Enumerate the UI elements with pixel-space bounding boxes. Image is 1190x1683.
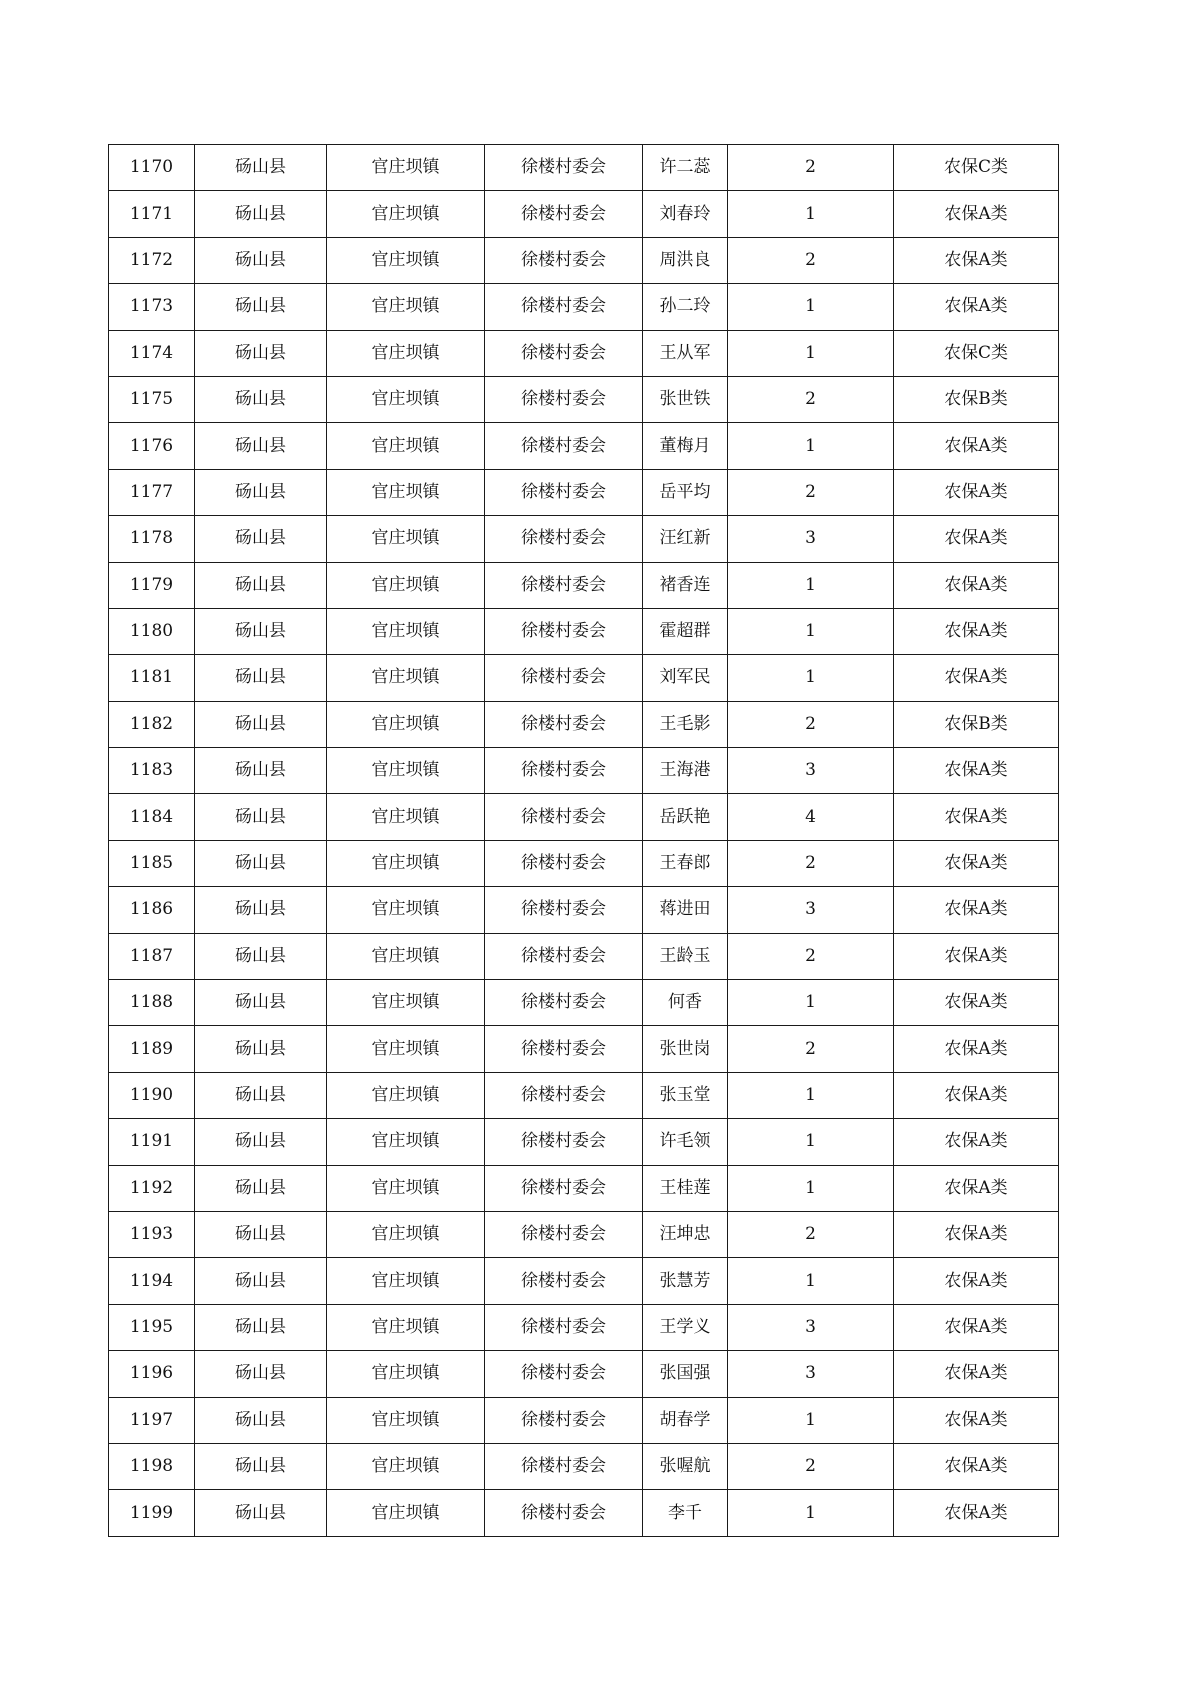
county-cell: 砀山县 <box>195 1119 327 1165</box>
town-cell: 官庄坝镇 <box>327 1072 485 1118</box>
name-cell: 汪坤忠 <box>643 1211 728 1257</box>
category-cell: 农保A类 <box>894 933 1059 979</box>
household-count-cell: 1 <box>728 423 894 469</box>
name-cell: 孙二玲 <box>643 284 728 330</box>
table-row <box>109 376 1059 422</box>
town-cell: 官庄坝镇 <box>327 1211 485 1257</box>
village-committee-cell: 徐楼村委会 <box>485 1072 643 1118</box>
name-cell: 董梅月 <box>643 423 728 469</box>
row-number-cell: 1177 <box>109 469 195 515</box>
village-committee-cell: 徐楼村委会 <box>485 1397 643 1443</box>
household-count-cell: 1 <box>728 1072 894 1118</box>
category-cell: 农保A类 <box>894 516 1059 562</box>
category-cell: 农保B类 <box>894 376 1059 422</box>
row-number-cell: 1197 <box>109 1397 195 1443</box>
household-count-cell: 1 <box>728 980 894 1026</box>
row-number-cell: 1187 <box>109 933 195 979</box>
row-number-cell: 1184 <box>109 794 195 840</box>
household-count-cell: 2 <box>728 145 894 191</box>
village-committee-cell: 徐楼村委会 <box>485 887 643 933</box>
category-cell: 农保B类 <box>894 701 1059 747</box>
row-number-cell: 1178 <box>109 516 195 562</box>
county-cell: 砀山县 <box>195 1397 327 1443</box>
village-committee-cell: 徐楼村委会 <box>485 933 643 979</box>
village-committee-cell: 徐楼村委会 <box>485 469 643 515</box>
category-cell: 农保A类 <box>894 1351 1059 1397</box>
name-cell: 张世铁 <box>643 376 728 422</box>
table-row <box>109 1443 1059 1489</box>
table-row <box>109 933 1059 979</box>
category-cell: 农保A类 <box>894 1443 1059 1489</box>
town-cell: 官庄坝镇 <box>327 516 485 562</box>
category-cell: 农保A类 <box>894 1119 1059 1165</box>
row-number-cell: 1170 <box>109 145 195 191</box>
row-number-cell: 1183 <box>109 748 195 794</box>
row-number-cell: 1181 <box>109 655 195 701</box>
household-count-cell: 2 <box>728 1211 894 1257</box>
village-committee-cell: 徐楼村委会 <box>485 1490 643 1536</box>
village-committee-cell: 徐楼村委会 <box>485 237 643 283</box>
household-count-cell: 1 <box>728 191 894 237</box>
town-cell: 官庄坝镇 <box>327 423 485 469</box>
household-count-cell: 1 <box>728 608 894 654</box>
village-committee-cell: 徐楼村委会 <box>485 794 643 840</box>
county-cell: 砀山县 <box>195 608 327 654</box>
row-number-cell: 1188 <box>109 980 195 1026</box>
name-cell: 许毛领 <box>643 1119 728 1165</box>
town-cell: 官庄坝镇 <box>327 1304 485 1350</box>
county-cell: 砀山县 <box>195 933 327 979</box>
name-cell: 王学义 <box>643 1304 728 1350</box>
category-cell: 农保A类 <box>894 562 1059 608</box>
village-committee-cell: 徐楼村委会 <box>485 1026 643 1072</box>
row-number-cell: 1175 <box>109 376 195 422</box>
county-cell: 砀山县 <box>195 1443 327 1489</box>
town-cell: 官庄坝镇 <box>327 1397 485 1443</box>
row-number-cell: 1174 <box>109 330 195 376</box>
village-committee-cell: 徐楼村委会 <box>485 1443 643 1489</box>
household-count-cell: 1 <box>728 1490 894 1536</box>
name-cell: 王桂莲 <box>643 1165 728 1211</box>
table-row <box>109 1258 1059 1304</box>
row-number-cell: 1198 <box>109 1443 195 1489</box>
category-cell: 农保A类 <box>894 1397 1059 1443</box>
table-row <box>109 237 1059 283</box>
town-cell: 官庄坝镇 <box>327 330 485 376</box>
town-cell: 官庄坝镇 <box>327 655 485 701</box>
row-number-cell: 1191 <box>109 1119 195 1165</box>
category-cell: 农保A类 <box>894 655 1059 701</box>
row-number-cell: 1194 <box>109 1258 195 1304</box>
name-cell: 张慧芳 <box>643 1258 728 1304</box>
household-count-cell: 2 <box>728 840 894 886</box>
household-count-cell: 1 <box>728 1397 894 1443</box>
village-committee-cell: 徐楼村委会 <box>485 840 643 886</box>
household-count-cell: 2 <box>728 933 894 979</box>
name-cell: 何香 <box>643 980 728 1026</box>
table-row <box>109 1304 1059 1350</box>
town-cell: 官庄坝镇 <box>327 1119 485 1165</box>
household-count-cell: 1 <box>728 284 894 330</box>
category-cell: 农保A类 <box>894 840 1059 886</box>
table-row <box>109 748 1059 794</box>
household-count-cell: 3 <box>728 516 894 562</box>
category-cell: 农保A类 <box>894 284 1059 330</box>
category-cell: 农保A类 <box>894 1072 1059 1118</box>
name-cell: 王毛影 <box>643 701 728 747</box>
name-cell: 汪红新 <box>643 516 728 562</box>
county-cell: 砀山县 <box>195 423 327 469</box>
table-row <box>109 980 1059 1026</box>
village-committee-cell: 徐楼村委会 <box>485 1165 643 1211</box>
category-cell: 农保A类 <box>894 237 1059 283</box>
county-cell: 砀山县 <box>195 516 327 562</box>
village-committee-cell: 徐楼村委会 <box>485 330 643 376</box>
table-row <box>109 655 1059 701</box>
town-cell: 官庄坝镇 <box>327 608 485 654</box>
town-cell: 官庄坝镇 <box>327 145 485 191</box>
name-cell: 周洪良 <box>643 237 728 283</box>
town-cell: 官庄坝镇 <box>327 562 485 608</box>
village-committee-cell: 徐楼村委会 <box>485 1211 643 1257</box>
county-cell: 砀山县 <box>195 1211 327 1257</box>
table-row <box>109 562 1059 608</box>
category-cell: 农保A类 <box>894 748 1059 794</box>
county-cell: 砀山县 <box>195 562 327 608</box>
village-committee-cell: 徐楼村委会 <box>485 284 643 330</box>
row-number-cell: 1185 <box>109 840 195 886</box>
name-cell: 张国强 <box>643 1351 728 1397</box>
row-number-cell: 1171 <box>109 191 195 237</box>
category-cell: 农保A类 <box>894 794 1059 840</box>
table-row <box>109 1351 1059 1397</box>
county-cell: 砀山县 <box>195 794 327 840</box>
county-cell: 砀山县 <box>195 469 327 515</box>
category-cell: 农保A类 <box>894 1258 1059 1304</box>
town-cell: 官庄坝镇 <box>327 237 485 283</box>
county-cell: 砀山县 <box>195 1490 327 1536</box>
county-cell: 砀山县 <box>195 1165 327 1211</box>
name-cell: 王龄玉 <box>643 933 728 979</box>
row-number-cell: 1192 <box>109 1165 195 1211</box>
household-count-cell: 3 <box>728 887 894 933</box>
category-cell: 农保A类 <box>894 191 1059 237</box>
household-count-cell: 1 <box>728 655 894 701</box>
village-committee-cell: 徐楼村委会 <box>485 562 643 608</box>
category-cell: 农保A类 <box>894 1165 1059 1211</box>
table-row <box>109 284 1059 330</box>
row-number-cell: 1199 <box>109 1490 195 1536</box>
town-cell: 官庄坝镇 <box>327 469 485 515</box>
county-cell: 砀山县 <box>195 376 327 422</box>
table-row <box>109 469 1059 515</box>
county-cell: 砀山县 <box>195 1072 327 1118</box>
county-cell: 砀山县 <box>195 840 327 886</box>
table-row <box>109 608 1059 654</box>
village-committee-cell: 徐楼村委会 <box>485 516 643 562</box>
table-row <box>109 330 1059 376</box>
category-cell: 农保C类 <box>894 330 1059 376</box>
household-count-cell: 3 <box>728 1351 894 1397</box>
village-committee-cell: 徐楼村委会 <box>485 145 643 191</box>
household-count-cell: 4 <box>728 794 894 840</box>
village-committee-cell: 徐楼村委会 <box>485 1258 643 1304</box>
household-count-cell: 1 <box>728 330 894 376</box>
table-row <box>109 191 1059 237</box>
name-cell: 王从军 <box>643 330 728 376</box>
household-count-cell: 3 <box>728 748 894 794</box>
category-cell: 农保A类 <box>894 469 1059 515</box>
row-number-cell: 1173 <box>109 284 195 330</box>
town-cell: 官庄坝镇 <box>327 1443 485 1489</box>
category-cell: 农保A类 <box>894 1490 1059 1536</box>
row-number-cell: 1182 <box>109 701 195 747</box>
county-cell: 砀山县 <box>195 655 327 701</box>
village-committee-cell: 徐楼村委会 <box>485 423 643 469</box>
county-cell: 砀山县 <box>195 145 327 191</box>
roster-table <box>108 144 1059 1537</box>
name-cell: 褚香连 <box>643 562 728 608</box>
row-number-cell: 1179 <box>109 562 195 608</box>
row-number-cell: 1172 <box>109 237 195 283</box>
roster-body <box>109 145 1059 1537</box>
village-committee-cell: 徐楼村委会 <box>485 980 643 1026</box>
village-committee-cell: 徐楼村委会 <box>485 701 643 747</box>
town-cell: 官庄坝镇 <box>327 1165 485 1211</box>
county-cell: 砀山县 <box>195 237 327 283</box>
name-cell: 蒋进田 <box>643 887 728 933</box>
category-cell: 农保C类 <box>894 145 1059 191</box>
household-count-cell: 2 <box>728 1026 894 1072</box>
table-row <box>109 145 1059 191</box>
village-committee-cell: 徐楼村委会 <box>485 1304 643 1350</box>
row-number-cell: 1195 <box>109 1304 195 1350</box>
village-committee-cell: 徐楼村委会 <box>485 1351 643 1397</box>
village-committee-cell: 徐楼村委会 <box>485 748 643 794</box>
village-committee-cell: 徐楼村委会 <box>485 376 643 422</box>
row-number-cell: 1196 <box>109 1351 195 1397</box>
category-cell: 农保A类 <box>894 1304 1059 1350</box>
county-cell: 砀山县 <box>195 1304 327 1350</box>
village-committee-cell: 徐楼村委会 <box>485 1119 643 1165</box>
table-row <box>109 887 1059 933</box>
town-cell: 官庄坝镇 <box>327 701 485 747</box>
county-cell: 砀山县 <box>195 330 327 376</box>
table-row <box>109 423 1059 469</box>
category-cell: 农保A类 <box>894 1211 1059 1257</box>
name-cell: 岳跃艳 <box>643 794 728 840</box>
name-cell: 张喔航 <box>643 1443 728 1489</box>
household-count-cell: 1 <box>728 1258 894 1304</box>
table-row <box>109 1026 1059 1072</box>
household-count-cell: 1 <box>728 1119 894 1165</box>
table-row <box>109 1072 1059 1118</box>
town-cell: 官庄坝镇 <box>327 376 485 422</box>
town-cell: 官庄坝镇 <box>327 748 485 794</box>
table-row <box>109 1119 1059 1165</box>
town-cell: 官庄坝镇 <box>327 794 485 840</box>
category-cell: 农保A类 <box>894 423 1059 469</box>
village-committee-cell: 徐楼村委会 <box>485 191 643 237</box>
town-cell: 官庄坝镇 <box>327 1490 485 1536</box>
name-cell: 刘春玲 <box>643 191 728 237</box>
table-row <box>109 840 1059 886</box>
name-cell: 张玉堂 <box>643 1072 728 1118</box>
household-count-cell: 3 <box>728 1304 894 1350</box>
table-row <box>109 516 1059 562</box>
town-cell: 官庄坝镇 <box>327 1351 485 1397</box>
household-count-cell: 2 <box>728 469 894 515</box>
name-cell: 刘军民 <box>643 655 728 701</box>
name-cell: 李千 <box>643 1490 728 1536</box>
town-cell: 官庄坝镇 <box>327 980 485 1026</box>
household-count-cell: 2 <box>728 237 894 283</box>
town-cell: 官庄坝镇 <box>327 284 485 330</box>
town-cell: 官庄坝镇 <box>327 933 485 979</box>
household-count-cell: 2 <box>728 376 894 422</box>
table-row <box>109 1165 1059 1211</box>
row-number-cell: 1193 <box>109 1211 195 1257</box>
town-cell: 官庄坝镇 <box>327 191 485 237</box>
name-cell: 张世岗 <box>643 1026 728 1072</box>
household-count-cell: 1 <box>728 1165 894 1211</box>
name-cell: 王海港 <box>643 748 728 794</box>
table-row <box>109 1490 1059 1536</box>
county-cell: 砀山县 <box>195 887 327 933</box>
town-cell: 官庄坝镇 <box>327 887 485 933</box>
county-cell: 砀山县 <box>195 980 327 1026</box>
table-row <box>109 794 1059 840</box>
household-count-cell: 1 <box>728 562 894 608</box>
county-cell: 砀山县 <box>195 1258 327 1304</box>
row-number-cell: 1176 <box>109 423 195 469</box>
county-cell: 砀山县 <box>195 701 327 747</box>
row-number-cell: 1189 <box>109 1026 195 1072</box>
category-cell: 农保A类 <box>894 887 1059 933</box>
row-number-cell: 1186 <box>109 887 195 933</box>
category-cell: 农保A类 <box>894 980 1059 1026</box>
county-cell: 砀山县 <box>195 1351 327 1397</box>
row-number-cell: 1190 <box>109 1072 195 1118</box>
household-count-cell: 2 <box>728 701 894 747</box>
town-cell: 官庄坝镇 <box>327 840 485 886</box>
town-cell: 官庄坝镇 <box>327 1026 485 1072</box>
household-count-cell: 2 <box>728 1443 894 1489</box>
name-cell: 王春郎 <box>643 840 728 886</box>
category-cell: 农保A类 <box>894 608 1059 654</box>
category-cell: 农保A类 <box>894 1026 1059 1072</box>
name-cell: 岳平均 <box>643 469 728 515</box>
village-committee-cell: 徐楼村委会 <box>485 655 643 701</box>
table-row <box>109 1397 1059 1443</box>
village-committee-cell: 徐楼村委会 <box>485 608 643 654</box>
county-cell: 砀山县 <box>195 748 327 794</box>
name-cell: 霍超群 <box>643 608 728 654</box>
county-cell: 砀山县 <box>195 191 327 237</box>
name-cell: 胡春学 <box>643 1397 728 1443</box>
county-cell: 砀山县 <box>195 1026 327 1072</box>
county-cell: 砀山县 <box>195 284 327 330</box>
table-row <box>109 1211 1059 1257</box>
table-row <box>109 701 1059 747</box>
row-number-cell: 1180 <box>109 608 195 654</box>
name-cell: 许二蕊 <box>643 145 728 191</box>
town-cell: 官庄坝镇 <box>327 1258 485 1304</box>
